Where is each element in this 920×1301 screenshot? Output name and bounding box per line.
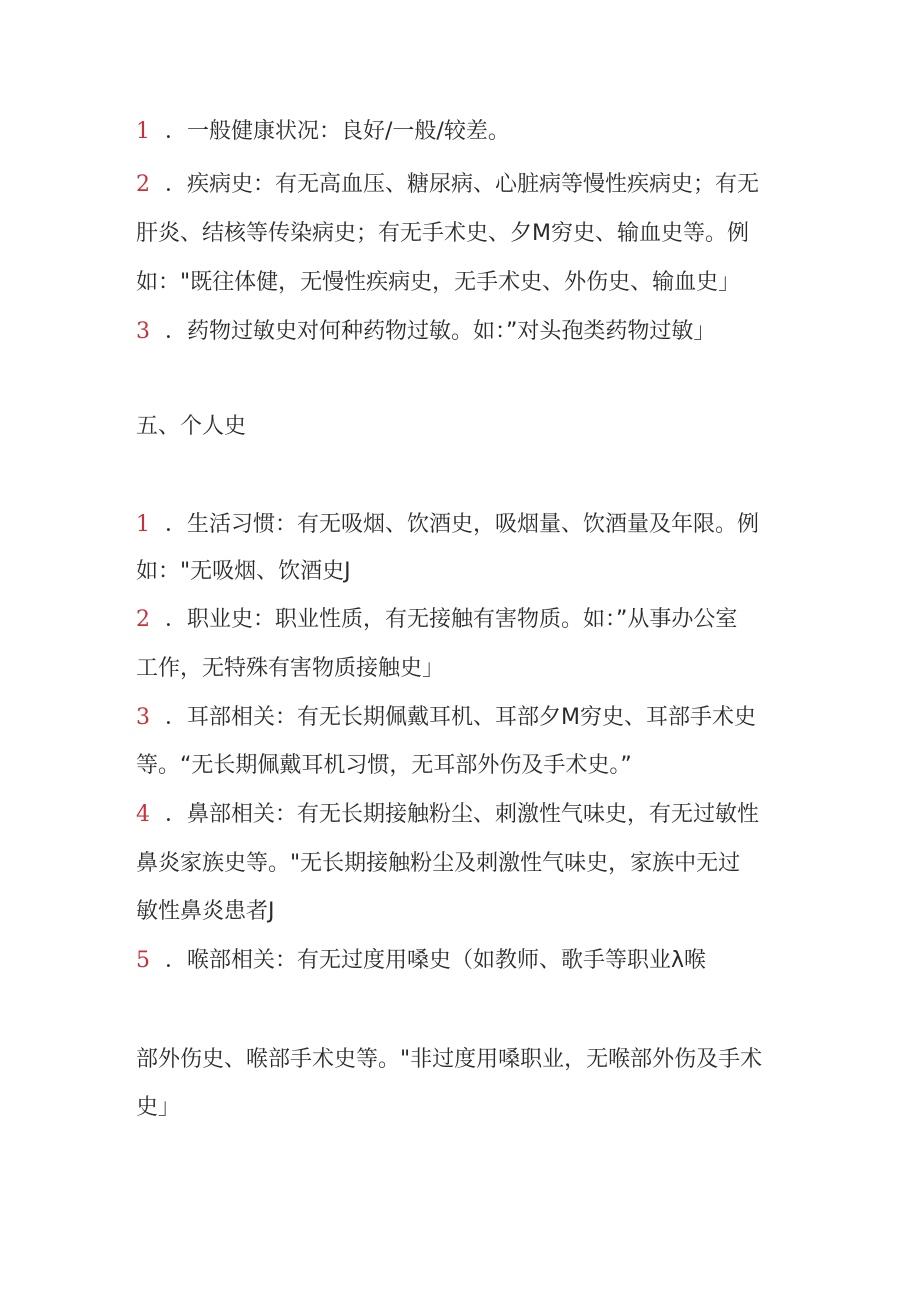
- personal-item-2-line-1: 2 ．职业史：职业性质，有无接触有害物质。如：”从事办公室: [136, 605, 737, 635]
- past-item-2-line-2: 肝炎、结核等传染病史；有无手术史、夕M穷史、输血史等。例: [136, 221, 749, 246]
- past-item-1-line-1: 1 ．一般健康状况：良好/一般/较差。: [136, 117, 510, 147]
- past-item-2-line-1: 2 ．疾病史：有无高血压、糖尿病、心脏病等慢性疾病史；有无: [136, 170, 759, 200]
- past-item-2-line-3: 如："既往体健，无慢性疾病史，无手术史、外伤史、输血史」: [136, 270, 741, 295]
- item-number: 4: [136, 802, 150, 827]
- personal-item-4-line-2: 鼻炎家族史等。"无长期接触粉尘及刺激性气味史，家族中无过: [136, 851, 741, 876]
- past-item-3-line-1: 3 ．药物过敏史对何种药物过敏。如：”对头孢类药物过敏」: [136, 317, 715, 347]
- personal-item-5-line-1: 5 ．喉部相关：有无过度用嗓史（如教师、歌手等职业λ喉: [136, 946, 706, 976]
- item-number: 1: [136, 512, 150, 537]
- personal-item-4-line-3: 敏性鼻炎患者J: [136, 899, 275, 924]
- section-heading: 五、个人史: [136, 414, 247, 439]
- personal-item-1-line-1: 1 ．生活习惯：有无吸烟、饮酒史，吸烟量、饮酒量及年限。例: [136, 510, 759, 540]
- item-number: 2: [136, 172, 150, 197]
- item-number: 1: [136, 119, 150, 144]
- continuation-line-1: 部外伤史、喉部手术史等。"非过度用嗓职业，无喉部外伤及手术: [136, 1047, 763, 1072]
- personal-item-3-line-1: 3 ．耳部相关：有无长期佩戴耳机、耳部夕M穷史、耳部手术史: [136, 703, 756, 733]
- item-number: 3: [136, 705, 150, 730]
- personal-item-4-line-1: 4 ．鼻部相关：有无长期接触粉尘、刺激性气味史，有无过敏性: [136, 800, 759, 830]
- item-number: 2: [136, 607, 150, 632]
- item-number: 5: [136, 948, 150, 973]
- continuation-line-2: 史」: [136, 1095, 181, 1120]
- item-number: 3: [136, 319, 150, 344]
- personal-item-3-line-2: 等。“无长期佩戴耳机习惯，无耳部外伤及手术史。”: [136, 753, 632, 778]
- personal-item-2-line-2: 工作，无特殊有害物质接触史」: [136, 656, 445, 681]
- personal-item-1-line-2: 如："无吸烟、饮酒史J: [136, 559, 351, 584]
